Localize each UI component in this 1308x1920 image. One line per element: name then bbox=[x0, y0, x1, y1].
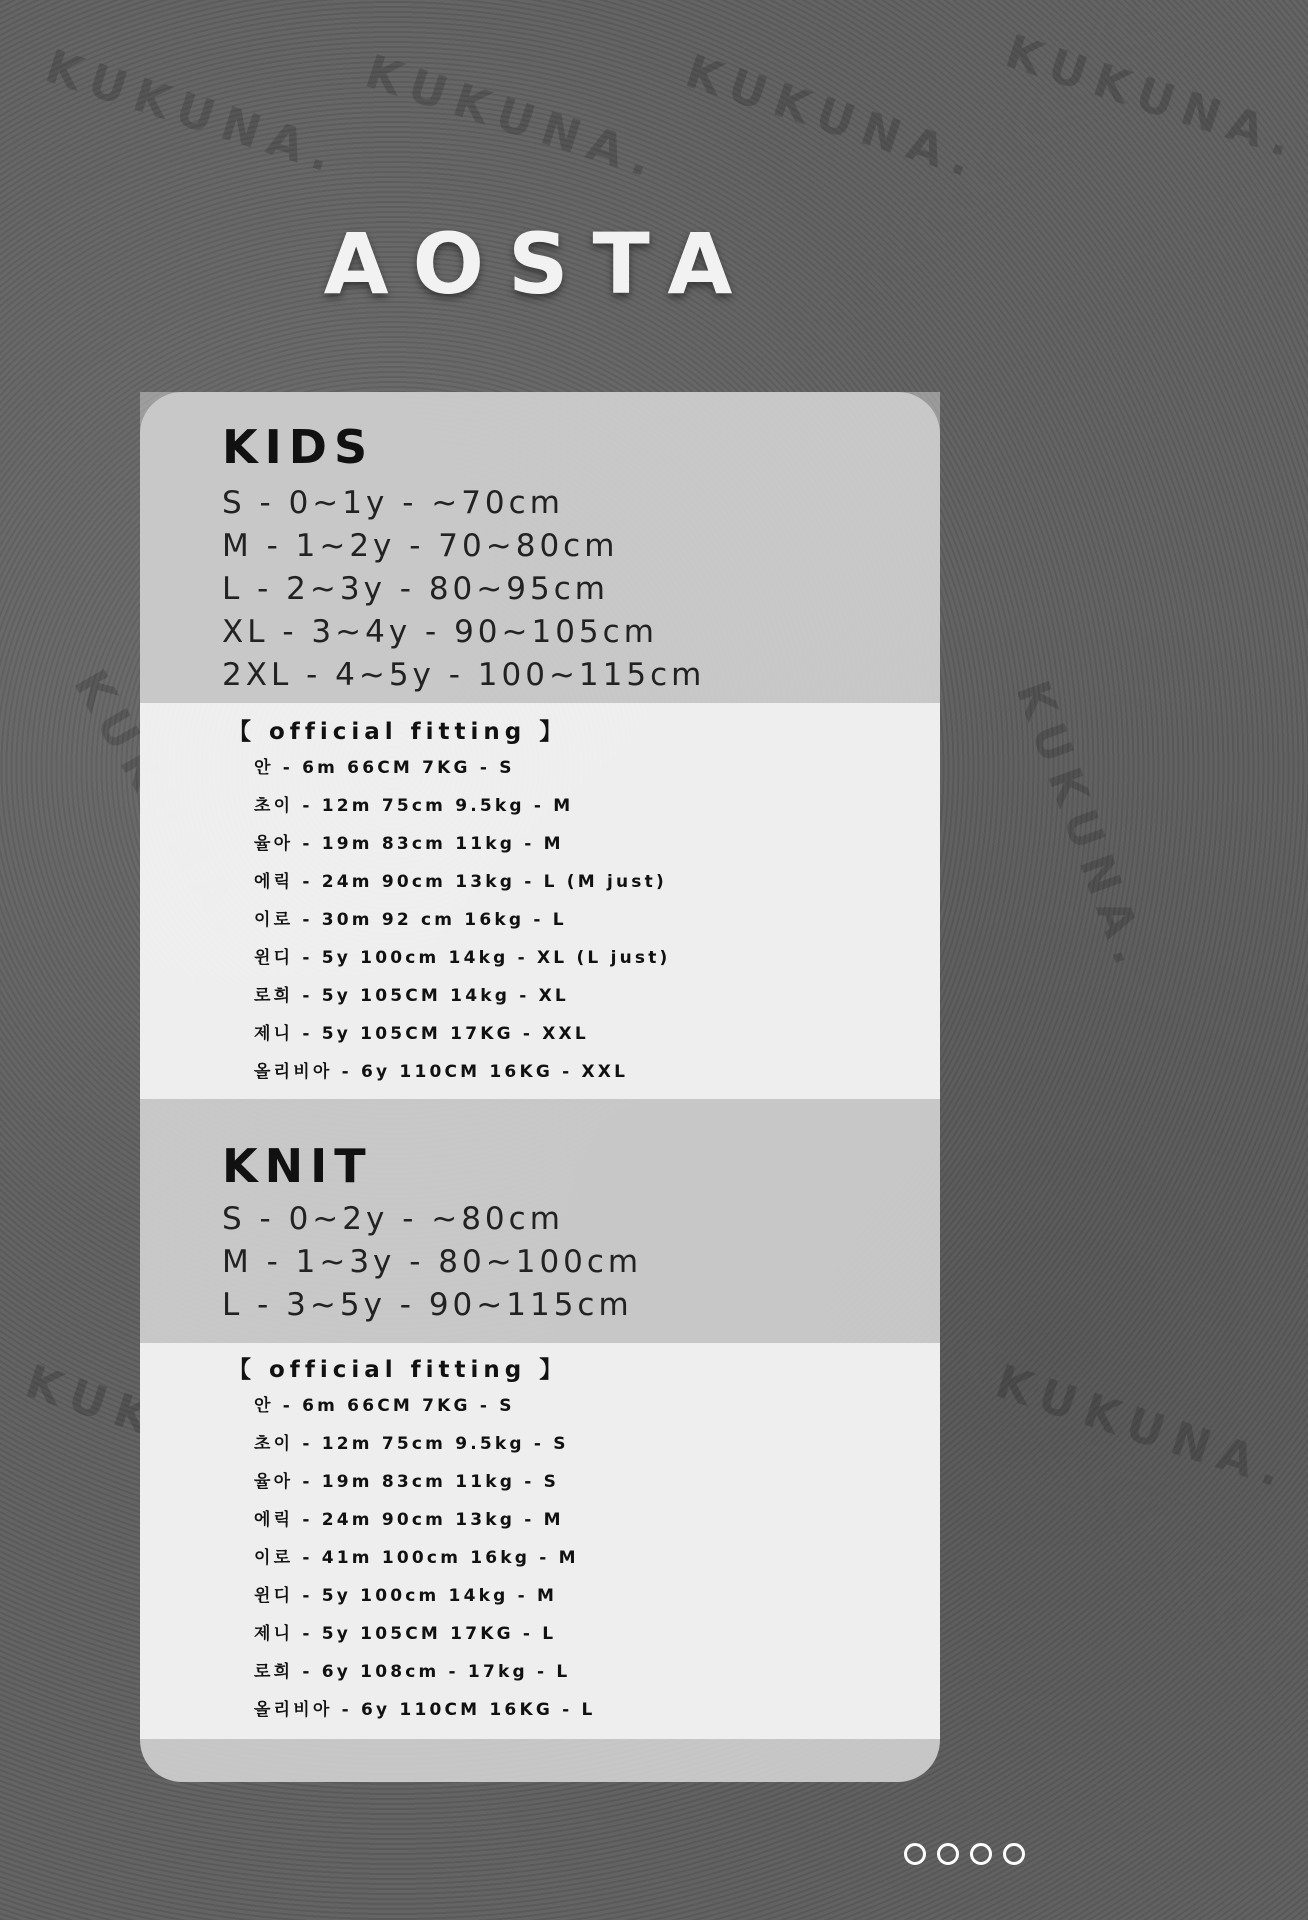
fitting-row: 율아 - 19m 83cm 11kg - S bbox=[254, 1472, 560, 1492]
fitting-row: 안 - 6m 66CM 7KG - S bbox=[254, 1396, 515, 1416]
fitting-row: 제니 - 5y 105CM 17KG - L bbox=[254, 1624, 557, 1644]
watermark-logo: KUKUNA. bbox=[1005, 673, 1162, 981]
size-line: S - 0~2y - ~80cm bbox=[222, 1201, 564, 1237]
fitting-row: 이로 - 41m 100cm 16kg - M bbox=[254, 1548, 579, 1568]
kids-fitting-title: 【 official fitting 】 bbox=[228, 719, 568, 745]
size-line: M - 1~3y - 80~100cm bbox=[222, 1244, 643, 1280]
fitting-row: 로희 - 6y 108cm - 17kg - L bbox=[254, 1662, 571, 1682]
fitting-row: 율아 - 19m 83cm 11kg - M bbox=[254, 834, 564, 854]
watermark-logo: KUKUNA. bbox=[359, 43, 668, 191]
knit-size-list bbox=[222, 1198, 642, 1327]
size-line: XL - 3~4y - 90~105cm bbox=[222, 614, 658, 650]
fitting-row: 초이 - 12m 75cm 9.5kg - S bbox=[254, 1434, 569, 1454]
size-line: L - 3~5y - 90~115cm bbox=[222, 1287, 633, 1323]
kids-heading: KIDS bbox=[222, 420, 375, 474]
kids-size-section bbox=[140, 392, 940, 703]
size-line: 2XL - 4~5y - 100~115cm bbox=[222, 657, 706, 693]
fitting-row: 에릭 - 24m 90cm 13kg - L (M just) bbox=[254, 872, 667, 892]
knit-heading: KNIT bbox=[222, 1139, 373, 1193]
knit-fitting-title: 【 official fitting 】 bbox=[228, 1357, 568, 1383]
fitting-row: 이로 - 30m 92 cm 16kg - L bbox=[254, 910, 567, 930]
circle-outline-icon[interactable] bbox=[904, 1843, 926, 1865]
circle-outline-icon[interactable] bbox=[937, 1843, 959, 1865]
fitting-row: 에릭 - 24m 90cm 13kg - M bbox=[254, 1510, 564, 1530]
page-indicator bbox=[904, 1843, 1025, 1865]
fitting-row: 제니 - 5y 105CM 17KG - XXL bbox=[254, 1024, 589, 1044]
size-chart-card bbox=[140, 392, 940, 1782]
watermark-logo: KUKUNA. bbox=[679, 43, 988, 191]
kids-size-list bbox=[222, 482, 705, 697]
size-line: M - 1~2y - 70~80cm bbox=[222, 528, 619, 564]
fitting-row: 로희 - 5y 105CM 14kg - XL bbox=[254, 986, 569, 1006]
kids-fitting-section bbox=[140, 703, 940, 1099]
knit-size-section bbox=[140, 1099, 940, 1343]
fitting-row: 올리비아 - 6y 110CM 16KG - XXL bbox=[254, 1062, 629, 1082]
watermark-logo: KUKUNA. bbox=[999, 23, 1308, 171]
fitting-row: 초이 - 12m 75cm 9.5kg - M bbox=[254, 796, 574, 816]
circle-outline-icon[interactable] bbox=[970, 1843, 992, 1865]
watermark-logo: KUKUNA. bbox=[39, 38, 348, 186]
fitting-row: 올리비아 - 6y 110CM 16KG - L bbox=[254, 1700, 596, 1720]
watermark-logo: KUKUNA. bbox=[989, 1353, 1298, 1501]
size-line: S - 0~1y - ~70cm bbox=[222, 485, 564, 521]
circle-outline-icon[interactable] bbox=[1003, 1843, 1025, 1865]
knit-fitting-list bbox=[254, 1387, 596, 1729]
size-line: L - 2~3y - 80~95cm bbox=[222, 571, 609, 607]
product-title: AOSTA bbox=[323, 215, 757, 313]
fitting-row: 윈디 - 5y 100cm 14kg - XL (L just) bbox=[254, 948, 671, 968]
fitting-row: 윈디 - 5y 100cm 14kg - M bbox=[254, 1586, 558, 1606]
kids-fitting-list bbox=[254, 749, 671, 1091]
knit-fitting-section bbox=[140, 1343, 940, 1739]
fitting-row: 안 - 6m 66CM 7KG - S bbox=[254, 758, 515, 778]
